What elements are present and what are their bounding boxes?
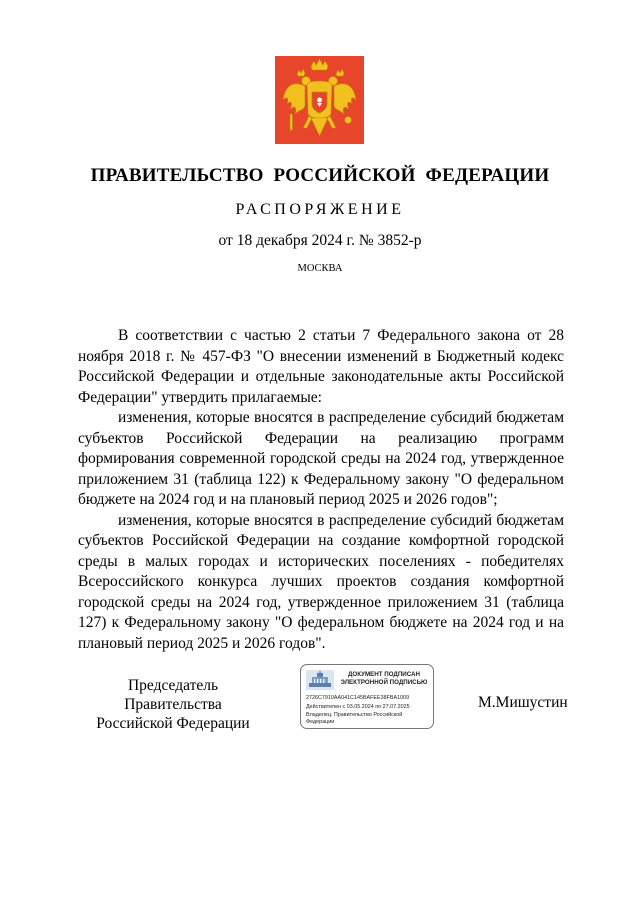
body-paragraph: В соответствии с частью 2 статьи 7 Федерального закона от 28 ноября 2018 г. № 457-ФЗ "О внесении изменений в Бюджетный кодекс Российской Федерации и отдельные законодательные акты Российской Федерации" утвердить прилагаемые:: [78, 327, 564, 406]
stamp-certificate: 2726C7910AA041C145BAFEE38FBA1009: [306, 695, 410, 701]
document-city: МОСКВА: [297, 263, 343, 274]
electronic-signature-stamp: [300, 664, 434, 729]
stamp-validity: Действителен с 03.05.2024 по 27.07.2025: [306, 704, 410, 710]
signatory-position-line: Российской Федерации: [96, 715, 250, 732]
coat-of-arms-icon: [275, 56, 364, 144]
signatory-position-line: Председатель Правительства: [124, 677, 222, 713]
document-body: [78, 326, 564, 654]
stamp-heading: [337, 671, 431, 687]
document-type: РАСПОРЯЖЕНИЕ: [235, 201, 405, 218]
stamp-heading-line: ДОКУМЕНТ ПОДПИСАН: [348, 671, 420, 678]
signatory-name: М.Мишустин: [478, 694, 568, 711]
government-building-icon: [306, 670, 334, 690]
body-paragraph: изменения, которые вносятся в распределение субсидий бюджетам субъектов Российской Федерации на создание комфортной городской среды в малых городах и исторических поселениях - победителях Всероссийского конкурса лучших проектов создания комфортной городской среды на 2024 год, утвержденное приложением 31 (таблица 127) к Федеральному закону "О федеральном бюджете на 2024 год и на плановый период 2025 и 2026 годов".: [78, 511, 564, 652]
stamp-heading-line: ЭЛЕКТРОННОЙ ПОДПИСЬЮ: [340, 679, 428, 686]
stamp-owner-line: Владелец: Правительство Российской: [306, 712, 403, 718]
stamp-owner-line: Федерации: [306, 719, 335, 725]
signatory-position: [78, 676, 268, 733]
government-title: ПРАВИТЕЛЬСТВО РОССИЙСКОЙ ФЕДЕРАЦИИ: [90, 165, 550, 186]
body-paragraph: изменения, которые вносятся в распределение субсидий бюджетам субъектов Российской Федерации на реализацию программ формирования современной городской среды на 2024 год, утвержденное приложением 31 (таблица 122) к Федеральному закону "О федеральном бюджете на 2024 год и на плановый период 2025 и 2026 годов";: [78, 409, 564, 508]
document-date-number: от 18 декабря 2024 г. № 3852-р: [218, 232, 422, 249]
